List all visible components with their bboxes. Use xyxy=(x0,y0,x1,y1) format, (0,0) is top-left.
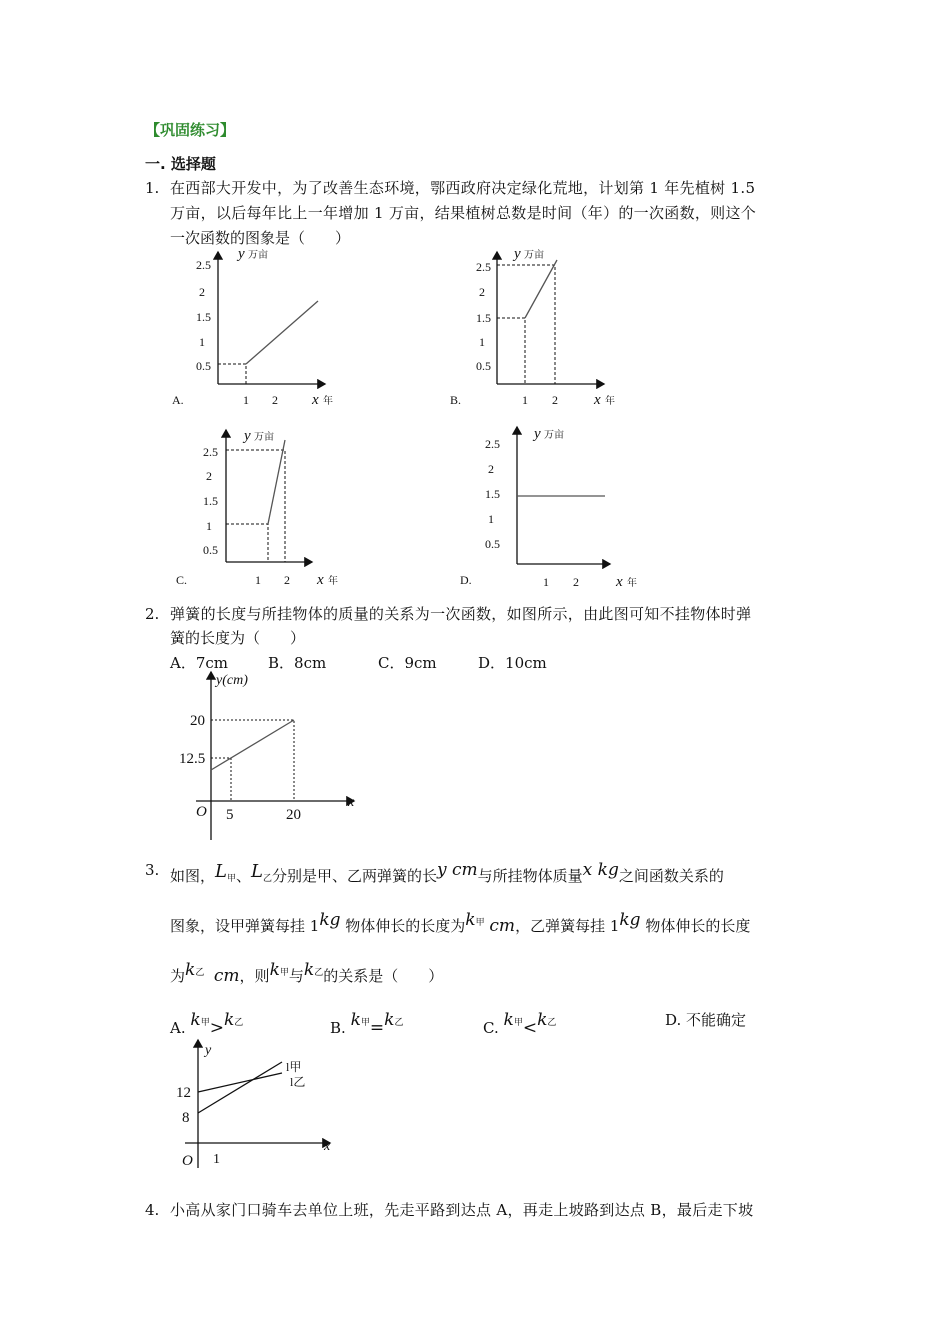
svg-text:0.5: 0.5 xyxy=(196,359,211,373)
q2-option-a[interactable]: A．7cm xyxy=(170,654,229,672)
q3-option-d[interactable]: D. 不能确定 xyxy=(665,1011,747,1029)
svg-text:l甲: l甲 xyxy=(286,1060,302,1074)
svg-text:2: 2 xyxy=(206,469,212,483)
q3-number: 3. xyxy=(145,861,160,879)
q2-text: 簧的长度为（ ） xyxy=(170,629,306,647)
svg-text:y: y xyxy=(534,426,541,442)
svg-text:1: 1 xyxy=(255,573,261,587)
q3-line-1: 如图，L甲、L乙分别是甲、乙两弹簧的长y cm与所挂物体质量x kg之间函数关系的 xyxy=(170,860,724,885)
svg-text:20: 20 xyxy=(286,807,301,823)
q2-option-b[interactable]: B．8cm xyxy=(268,654,327,672)
svg-text:B.: B. xyxy=(450,393,462,407)
q1-text: 万亩，以后每年比上一年增加 1 万亩，结果植树总数是时间（年）的一次函数，则这个 xyxy=(170,204,757,222)
svg-text:x: x xyxy=(348,795,355,810)
svg-text:1: 1 xyxy=(479,335,485,349)
q1-graph-d xyxy=(460,426,637,590)
q2-text: 弹簧的长度与所挂物体的质量的关系为一次函数，如图所示，由此图可知不挂物体时弹 xyxy=(170,605,752,623)
svg-text:x: x xyxy=(324,1139,331,1154)
svg-text:y(cm): y(cm) xyxy=(216,673,248,688)
svg-text:年: 年 xyxy=(328,576,338,587)
q2-number: 2. xyxy=(145,605,160,623)
svg-text:年: 年 xyxy=(605,396,615,407)
q3-option-b[interactable]: B. $k^甲=k^乙$ xyxy=(330,1010,404,1038)
q2-graph xyxy=(179,672,355,840)
svg-text:1: 1 xyxy=(206,519,212,533)
q1-graph-c xyxy=(176,428,338,588)
svg-text:y: y xyxy=(244,428,251,444)
svg-text:万亩: 万亩 xyxy=(524,250,544,261)
svg-text:8: 8 xyxy=(182,1110,190,1126)
svg-text:年: 年 xyxy=(323,396,333,407)
svg-text:0.5: 0.5 xyxy=(485,537,500,551)
svg-text:2: 2 xyxy=(552,393,558,407)
svg-text:y: y xyxy=(205,1043,212,1058)
svg-text:1.5: 1.5 xyxy=(485,487,500,501)
svg-text:0.5: 0.5 xyxy=(476,359,491,373)
q1-text: 一次函数的图象是（ ） xyxy=(170,229,351,247)
svg-text:2.5: 2.5 xyxy=(485,437,500,451)
svg-text:万亩: 万亩 xyxy=(254,432,274,443)
svg-text:2.5: 2.5 xyxy=(196,258,211,272)
svg-text:12.5: 12.5 xyxy=(179,751,206,767)
svg-text:1: 1 xyxy=(199,335,205,349)
svg-text:1: 1 xyxy=(488,512,494,526)
svg-text:D.: D. xyxy=(460,573,472,587)
q1-graph-a xyxy=(172,246,333,408)
svg-text:2.5: 2.5 xyxy=(203,445,218,459)
svg-text:12: 12 xyxy=(176,1085,191,1101)
section-title: 【巩固练习】 xyxy=(145,121,236,139)
q3-option-a[interactable]: A. $k^甲>k^乙$ xyxy=(170,1010,244,1038)
svg-text:2: 2 xyxy=(272,393,278,407)
svg-text:x: x xyxy=(312,392,319,408)
svg-text:y: y xyxy=(514,246,521,262)
svg-text:2: 2 xyxy=(488,462,494,476)
svg-text:x: x xyxy=(616,574,623,590)
q3-line-2: 图象，设甲弹簧每挂 1kg 物体伸长的长度为$k^甲$ cm，乙弹簧每挂 1kg 物体伸长的长度 xyxy=(170,910,751,936)
svg-text:5: 5 xyxy=(226,807,234,823)
svg-text:1: 1 xyxy=(522,393,528,407)
q4-number: 4. xyxy=(145,1201,160,1219)
q3-line-3: 为$k^乙$ cm，则$k^甲$与$k^乙$的关系是（ ） xyxy=(170,960,444,986)
svg-text:O: O xyxy=(182,1153,193,1169)
q1-number: 1. xyxy=(145,179,160,197)
svg-text:1: 1 xyxy=(213,1152,220,1167)
q4-text: 小高从家门口骑车去单位上班，先走平路到达点 A，再走上坡路到达点 B，最后走下坡 xyxy=(170,1201,754,1219)
svg-text:1.5: 1.5 xyxy=(196,310,211,324)
svg-text:2: 2 xyxy=(284,573,290,587)
q2-option-c[interactable]: C．9cm xyxy=(378,654,437,672)
svg-text:2.5: 2.5 xyxy=(476,260,491,274)
svg-text:A.: A. xyxy=(172,393,184,407)
svg-text:C.: C. xyxy=(176,573,188,587)
svg-text:l乙: l乙 xyxy=(290,1075,306,1089)
svg-text:x: x xyxy=(317,572,324,588)
q1-graph-b xyxy=(450,246,615,408)
q1-text: 在西部大开发中，为了改善生态环境，鄂西政府决定绿化荒地，计划第 1 年先植树 1.5 xyxy=(170,179,756,197)
svg-text:年: 年 xyxy=(627,578,637,589)
svg-text:2: 2 xyxy=(479,285,485,299)
svg-text:1.5: 1.5 xyxy=(476,311,491,325)
svg-text:0.5: 0.5 xyxy=(203,543,218,557)
svg-text:万亩: 万亩 xyxy=(544,430,564,441)
svg-text:1: 1 xyxy=(243,393,249,407)
svg-text:y: y xyxy=(238,246,245,262)
svg-text:O: O xyxy=(196,804,207,820)
q3-graph xyxy=(176,1040,331,1169)
part-title: 一. 选择题 xyxy=(145,155,216,173)
svg-text:2: 2 xyxy=(573,575,579,589)
q2-option-d[interactable]: D．10cm xyxy=(478,654,547,672)
svg-text:万亩: 万亩 xyxy=(248,250,268,261)
svg-text:1.5: 1.5 xyxy=(203,494,218,508)
q3-option-c[interactable]: C. $k^甲<k^乙$ xyxy=(483,1010,557,1038)
svg-text:1: 1 xyxy=(543,575,549,589)
svg-text:2: 2 xyxy=(199,285,205,299)
svg-text:x: x xyxy=(594,392,601,408)
svg-text:20: 20 xyxy=(190,713,205,729)
